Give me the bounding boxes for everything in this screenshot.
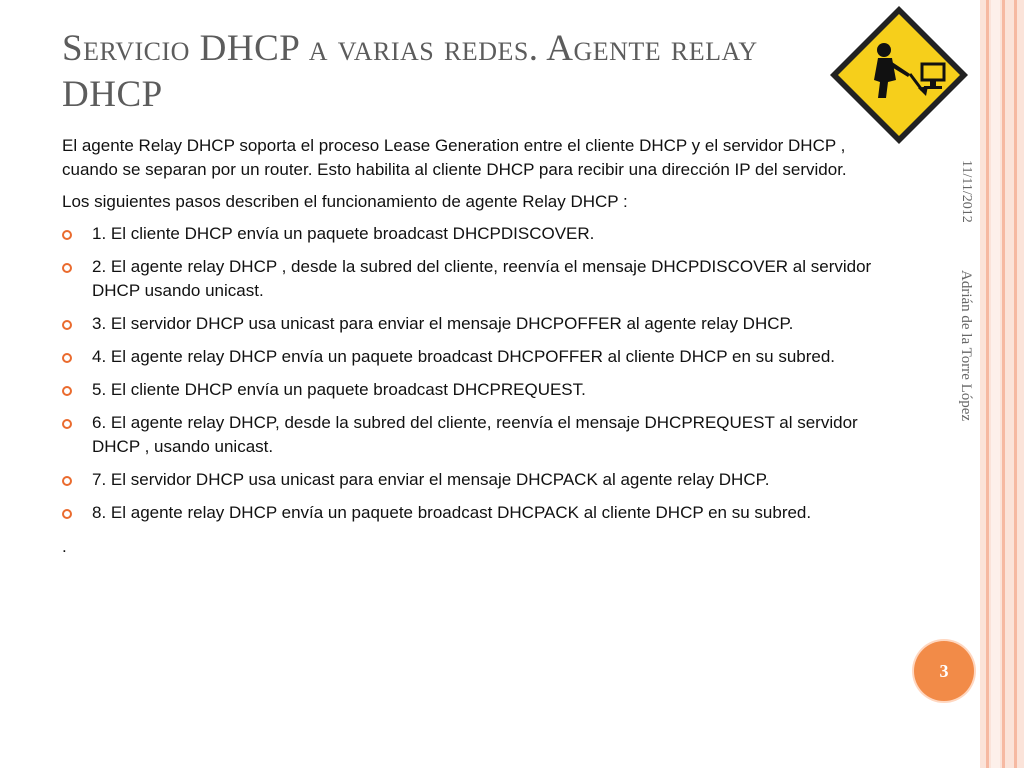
bullet-icon — [62, 509, 72, 519]
steps-list — [62, 222, 877, 525]
bullet-icon — [62, 320, 72, 330]
bullet-icon — [62, 353, 72, 363]
list-item: 8. El agente relay DHCP envía un paquete broadcast DHCPACK al cliente DHCP en su subred. — [62, 501, 877, 525]
page-number: 3 — [914, 641, 974, 701]
bullet-icon — [62, 419, 72, 429]
decorative-right-border — [980, 0, 1024, 768]
footer-date: 11/11/2012 — [959, 160, 974, 223]
list-item: 1. El cliente DHCP envía un paquete broadcast DHCPDISCOVER. — [62, 222, 877, 246]
list-item: 4. El agente relay DHCP envía un paquete broadcast DHCPOFFER al cliente DHCP en su subred. — [62, 345, 877, 369]
slide-body — [62, 134, 877, 559]
intro-paragraph: El agente Relay DHCP soporta el proceso Lease Generation entre el cliente DHCP y el servidor DHCP , cuando se separan por un router. Esto habilita al cliente DHCP para recibir una dirección IP del servidor. — [62, 136, 847, 179]
bullet-icon — [62, 386, 72, 396]
list-item: 5. El cliente DHCP envía un paquete broadcast DHCPREQUEST. — [62, 378, 877, 402]
bullet-icon — [62, 476, 72, 486]
bullet-icon — [62, 263, 72, 273]
under-construction-sign-icon — [826, 2, 972, 148]
bullet-icon — [62, 230, 72, 240]
trailing-period: . — [62, 537, 67, 556]
list-item: 3. El servidor DHCP usa unicast para enviar el mensaje DHCPOFFER al agente relay DHCP. — [62, 312, 877, 336]
slide-title: Servicio DHCP a varias redes. Agente relay DHCP — [62, 28, 758, 115]
list-item: 6. El agente relay DHCP, desde la subred del cliente, reenvía el mensaje DHCPREQUEST al servidor DHCP , usando unicast. — [62, 411, 877, 459]
footer-author: Adrián de la Torre López — [958, 270, 974, 422]
list-item: 2. El agente relay DHCP , desde la subred del cliente, reenvía el mensaje DHCPDISCOVER al servidor DHCP usando unicast. — [62, 255, 877, 303]
list-item: 7. El servidor DHCP usa unicast para enviar el mensaje DHCPACK al agente relay DHCP. — [62, 468, 877, 492]
steps-intro: Los siguientes pasos describen el funcionamiento de agente Relay DHCP : — [62, 192, 628, 211]
